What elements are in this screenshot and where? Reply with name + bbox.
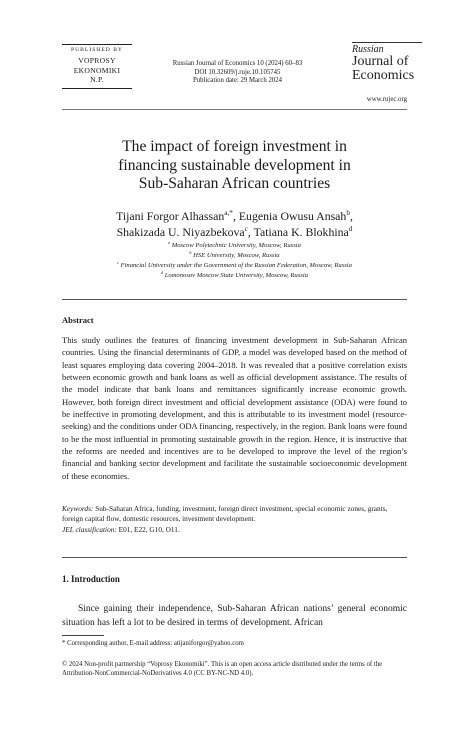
author-separator: , (247, 224, 254, 239)
logo-line-journal-of: Journal of (352, 54, 409, 69)
published-by-label: PUBLISHED BY (71, 47, 123, 53)
journal-info (150, 60, 325, 86)
affiliation-list (62, 241, 407, 281)
affiliation-mark: d (161, 269, 164, 275)
footnote-divider (62, 635, 104, 636)
affiliation-text: Lomonosov Moscow State University, Moscow, Russia (164, 272, 308, 279)
section-heading-introduction: 1. Introduction (62, 574, 120, 584)
title-line: financing sustainable development in (118, 156, 351, 174)
affiliation-text: Moscow Polytechnic University, Moscow, Russia (171, 242, 301, 249)
article-title (62, 138, 407, 194)
corresponding-author-footnote: * Corresponding author, E-mail address: atijaniforgor@yahoo.com (62, 640, 244, 647)
jel-label: JEL classification: (62, 524, 117, 534)
publisher-block (62, 44, 132, 89)
author-affiliation-mark: d (348, 223, 353, 233)
author-name: Shakizada U. Niyazbekova (116, 224, 245, 239)
journal-citation: Russian Journal of Economics 10 (2024) 60–83 (172, 60, 303, 67)
affiliation (62, 271, 407, 281)
journal-website-link[interactable]: www.rujec.org (366, 96, 407, 103)
author-affiliation-mark: a,* (224, 208, 233, 218)
author-affiliation-mark: b (346, 208, 350, 218)
keywords-block (62, 504, 407, 535)
jel-codes: E01, E22, G10, O11. (118, 524, 180, 534)
affiliation (62, 241, 407, 251)
author-list (62, 209, 407, 240)
publisher-top-rule (62, 44, 132, 45)
author-name: Tatiana K. Blokhina (253, 224, 349, 239)
affiliation-mark: c (117, 259, 119, 265)
title-line: Sub-Saharan African countries (138, 175, 331, 193)
affiliation-mark: b (189, 249, 192, 255)
abstract-top-divider (62, 299, 407, 300)
intro-top-divider (62, 557, 407, 558)
keywords-label: Keywords: (62, 504, 94, 513)
keywords-line (62, 504, 407, 525)
publisher-line: VOPROSY (78, 56, 116, 65)
journal-doi[interactable]: DOI 10.32609/j.ruje.10.105745 (194, 68, 281, 76)
publisher-bottom-rule (62, 88, 132, 89)
affiliation (62, 251, 407, 261)
author-line (62, 209, 407, 225)
abstract-text: This study outlines the features of financing investment development in Sub-Saharan African countries. Using the financial determinants of GDP, a model was developed based on the method of least squares employing data covering 2004–2018. It was revealed that a positive correlation exists between economic growth and bank loans as well as official development assistance. The results of the model indicate that bank loans and remittances significantly increase economic growth. However, both foreign direct investment and official development assistance (ODA) were found to be ineffective in promoting development, and this is attributable to its investment model (resource-seeking) and the conditions under ODA financing, respectively, in the region. Bank loans were found to be the most influential in promoting sustainable growth in the region. Hence, it is instructive that the reforms are needed and incentives are to be developed to improve the level of the region’s financial and banking sector development and facilitate the sustainable socioeconomic development of these economies. (62, 335, 407, 481)
author-separator: , (232, 209, 239, 223)
publication-date: Publication date: 29 March 2024 (192, 77, 283, 85)
publisher-line: EKONOMIKI (73, 65, 121, 75)
copyright-notice: © 2024 Non-profit partnership “Voprosy Ekonomiki”. This is an open access article distributed under the terms of the Attribution-NonCommercial-NoDerivatives 4.0 (CC BY-NC-ND 4.0). (62, 661, 383, 678)
author-name: Eugenia Owusu Ansah (238, 209, 347, 223)
publisher-name (62, 56, 132, 85)
header-divider (62, 109, 407, 110)
affiliation-text: HSE University, Moscow, Russia (193, 252, 280, 259)
author-separator: , (349, 209, 353, 223)
affiliation-text: Financial University under the Government of the Russian Federation, Moscow, Russia (120, 262, 352, 269)
introduction-text: Since gaining their independence, Sub-Saharan African nations’ general economic situation has left a lot to be desired in terms of development. African (62, 604, 407, 628)
author-affiliation-mark: c (244, 223, 248, 233)
logo-line-economics: Economics (352, 67, 415, 83)
publisher-line: N.P. (90, 75, 104, 84)
author-name: Tijani Forgor Alhassan (116, 209, 225, 223)
journal-logo (352, 42, 422, 82)
abstract-heading: Abstract (62, 315, 94, 325)
keywords-text: Sub-Saharan Africa, funding, investment, foreign direct investment, special economic zones, grants, foreign capital flow, domestic resources, investment development. (62, 504, 388, 524)
title-line: The impact of foreign investment in (122, 138, 347, 155)
jel-line (62, 525, 407, 535)
affiliation (62, 261, 407, 271)
affiliation-mark: a (168, 239, 171, 245)
logo-top-rule (352, 42, 422, 43)
logo-line-russian: Russian (352, 44, 384, 55)
author-line (62, 225, 407, 241)
